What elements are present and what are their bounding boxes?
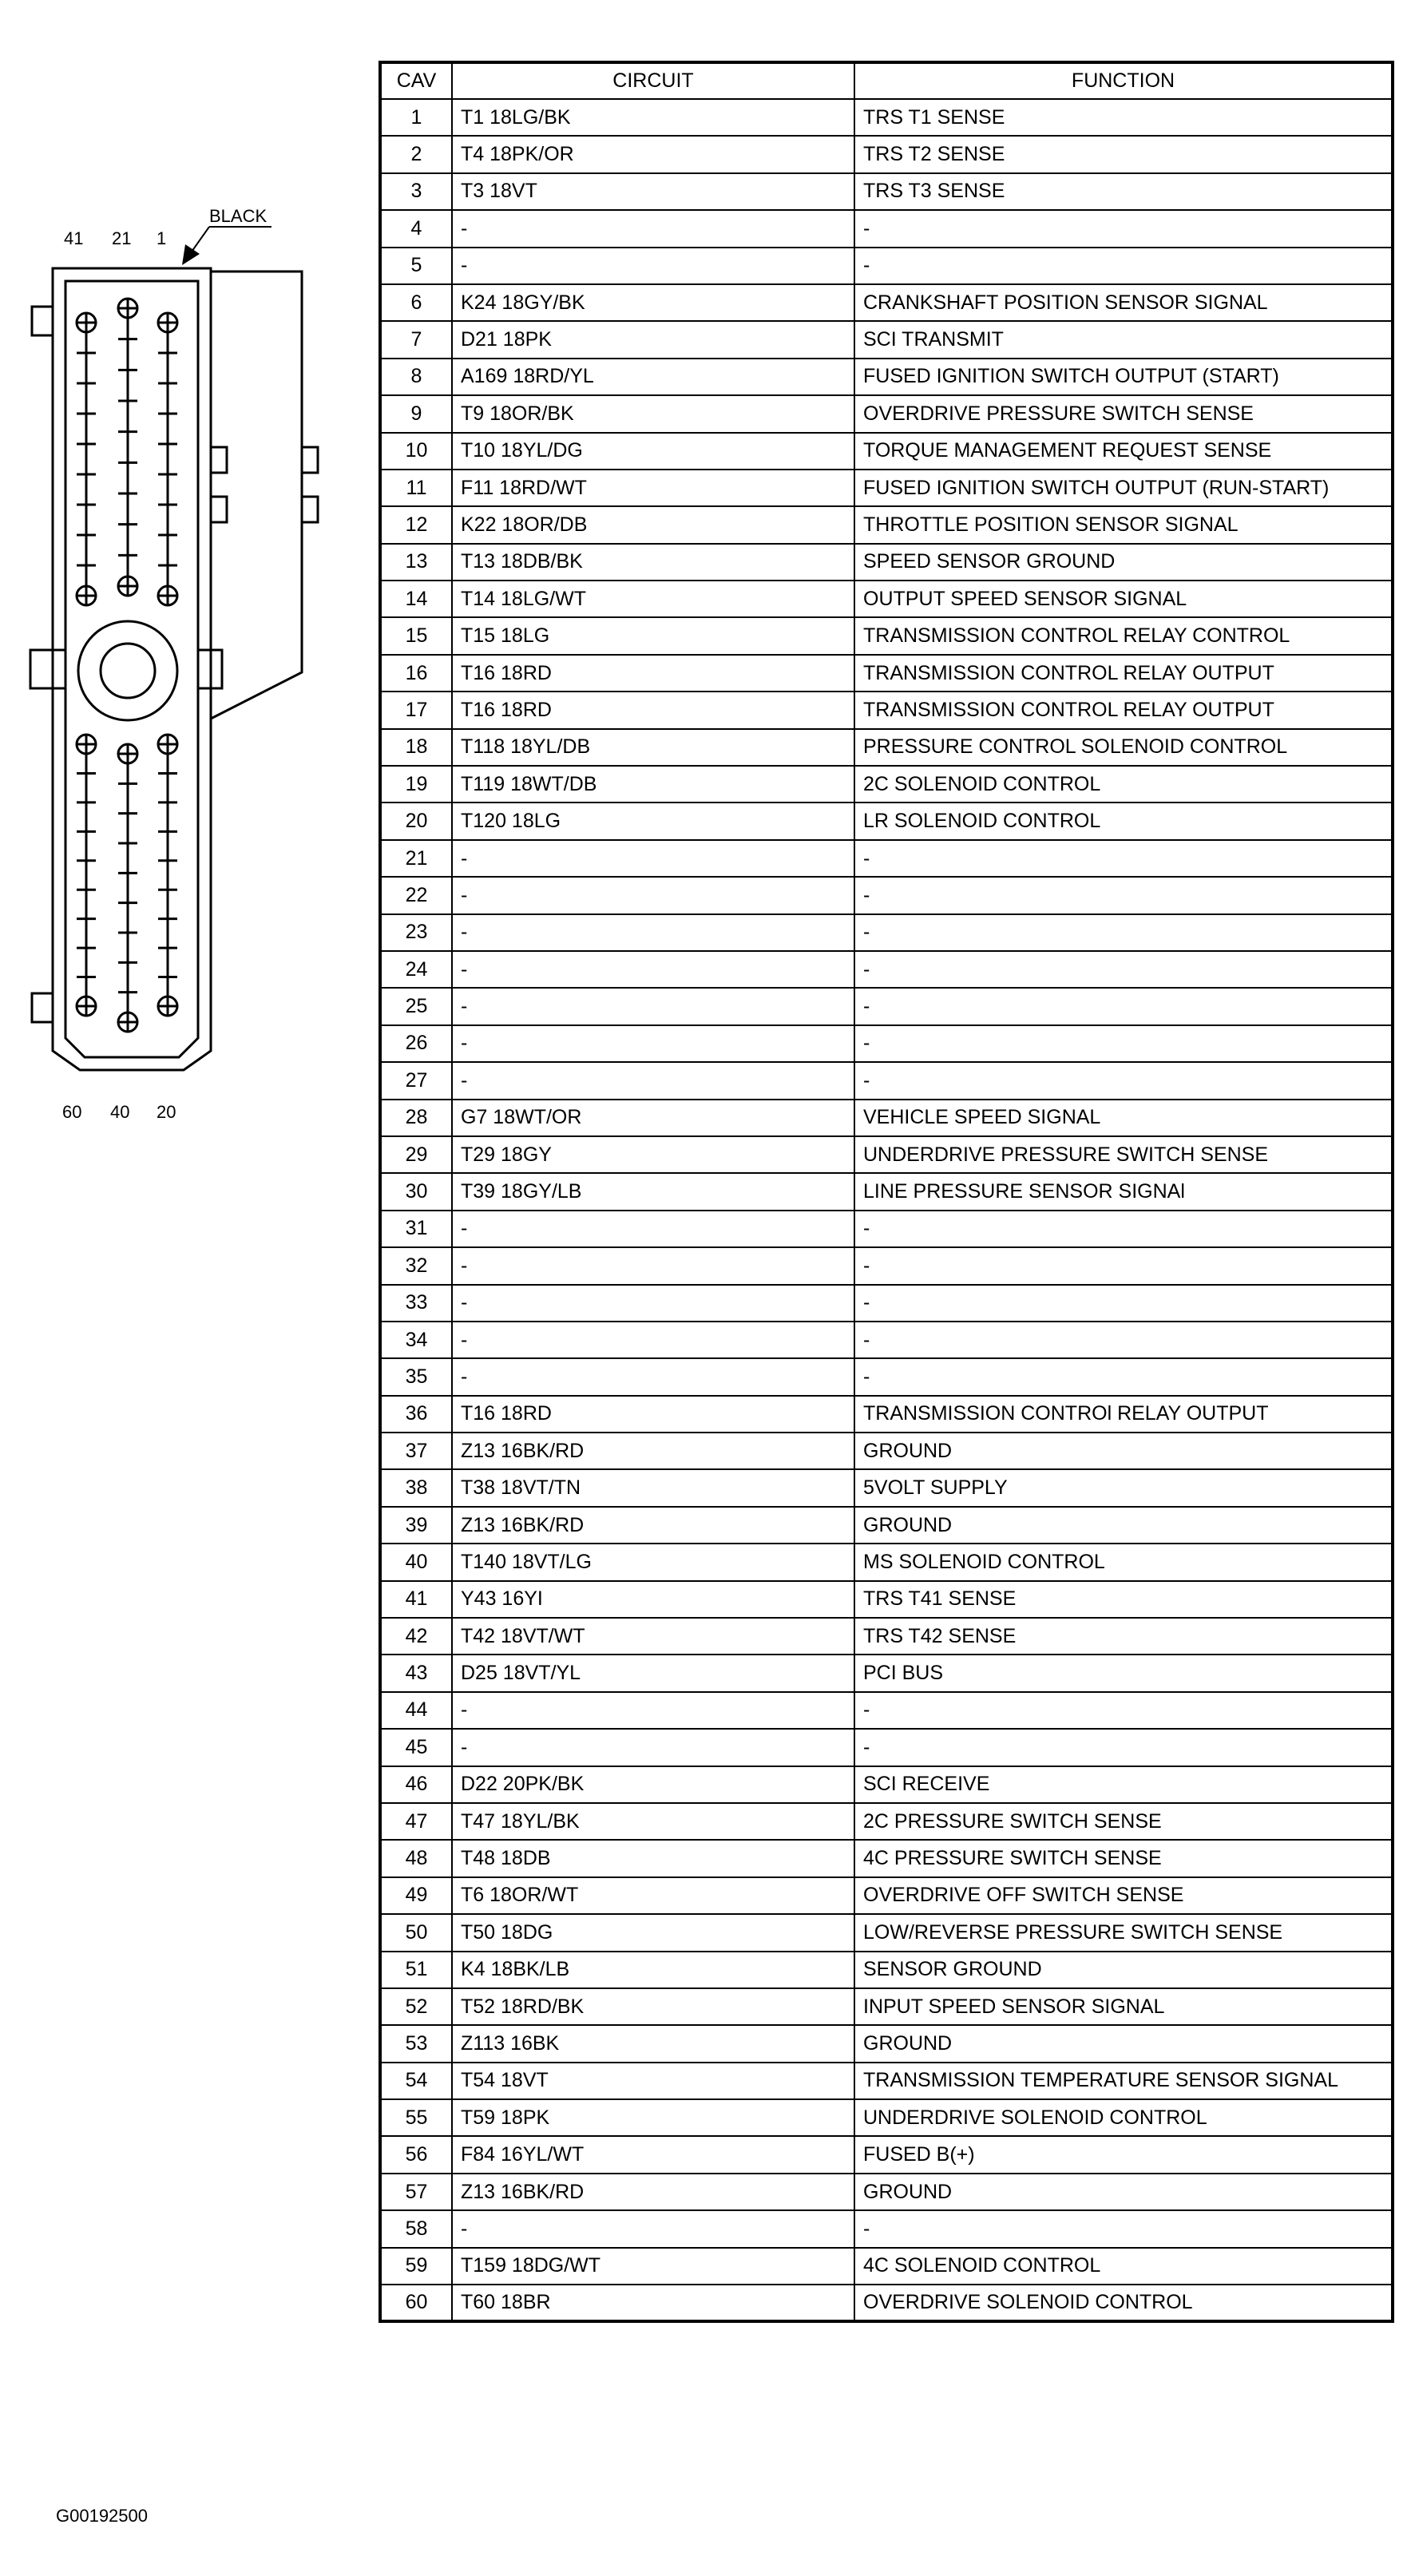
cell-cav: 47 — [380, 1803, 452, 1840]
cell-circuit: D25 18VT/YL — [452, 1655, 854, 1691]
connector-outer-shell — [53, 268, 211, 1070]
pinout-table — [379, 61, 1394, 2323]
table-row — [380, 1544, 1393, 1580]
cell-circuit: - — [452, 1692, 854, 1729]
cell-circuit: T10 18YL/DG — [452, 433, 854, 470]
table-row — [380, 321, 1393, 358]
cell-cav: 5 — [380, 248, 452, 284]
table-row — [380, 1136, 1393, 1173]
cell-cav: 42 — [380, 1618, 452, 1655]
cell-function: PCI BUS — [854, 1655, 1393, 1691]
cell-circuit: T50 18DG — [452, 1914, 854, 1951]
cell-circuit: F11 18RD/WT — [452, 470, 854, 506]
cell-function: VEHICLE SPEED SIGNAL — [854, 1100, 1393, 1136]
cell-cav: 22 — [380, 877, 452, 913]
cell-circuit: T1 18LG/BK — [452, 99, 854, 136]
cell-function: SPEED SENSOR GROUND — [854, 544, 1393, 581]
cell-cav: 23 — [380, 914, 452, 951]
cell-function: MS SOLENOID CONTROL — [854, 1544, 1393, 1580]
cell-function: FUSED IGNITION SWITCH OUTPUT (RUN-START) — [854, 470, 1393, 506]
cell-function: - — [854, 988, 1393, 1024]
cell-cav: 29 — [380, 1136, 452, 1173]
pin-number-1: 1 — [157, 228, 167, 248]
cell-cav: 35 — [380, 1358, 452, 1395]
header-circuit: CIRCUIT — [452, 62, 854, 99]
cell-cav: 37 — [380, 1433, 452, 1469]
cell-function: - — [854, 840, 1393, 877]
connector-pin-marker-60 — [77, 997, 96, 1016]
cell-function: LOW/REVERSE PRESSURE SWITCH SENSE — [854, 1914, 1393, 1951]
connector-tab-rear-upper2 — [302, 497, 318, 522]
cell-cav: 26 — [380, 1025, 452, 1062]
cell-function: SCI TRANSMIT — [854, 321, 1393, 358]
table-row — [380, 1840, 1393, 1877]
table-row — [380, 1469, 1393, 1506]
cell-cav: 7 — [380, 321, 452, 358]
cell-function: TRANSMISSION CONTROL RELAY CONTROL — [854, 617, 1393, 654]
cell-cav: 12 — [380, 506, 452, 543]
cell-function: FUSED B(+) — [854, 2136, 1393, 2173]
cell-function: - — [854, 1322, 1393, 1358]
table-row — [380, 395, 1393, 432]
cell-cav: 44 — [380, 1692, 452, 1729]
cell-function: OVERDRIVE OFF SWITCH SENSE — [854, 1877, 1393, 1914]
connector-tab-right-upper2 — [211, 497, 227, 522]
cell-cav: 53 — [380, 2025, 452, 2062]
cell-circuit: T14 18LG/WT — [452, 581, 854, 617]
cell-circuit: T159 18DG/WT — [452, 2248, 854, 2285]
table-row — [380, 803, 1393, 839]
cell-function: 5VOLT SUPPLY — [854, 1469, 1393, 1506]
cell-cav: 36 — [380, 1396, 452, 1433]
pin-number-20: 20 — [157, 1102, 176, 1122]
figure-id: G00192500 — [56, 2506, 148, 2526]
pin-number-41: 41 — [64, 228, 84, 248]
cell-circuit: - — [452, 877, 854, 913]
cell-circuit: T4 18PK/OR — [452, 136, 854, 172]
cell-circuit: T120 18LG — [452, 803, 854, 839]
connector-pin-marker-41 — [77, 313, 96, 332]
connector-tab-left-top — [32, 307, 53, 335]
table-row — [380, 359, 1393, 395]
table-row — [380, 2248, 1393, 2285]
table-row — [380, 1433, 1393, 1469]
connector-pin-marker-20 — [158, 997, 177, 1016]
cell-cav: 4 — [380, 210, 452, 247]
cell-cav: 54 — [380, 2063, 452, 2099]
table-row — [380, 1655, 1393, 1691]
cell-circuit: T42 18VT/WT — [452, 1618, 854, 1655]
table-row — [380, 136, 1393, 172]
cell-function: 2C PRESSURE SWITCH SENSE — [854, 1803, 1393, 1840]
cell-cav: 58 — [380, 2210, 452, 2247]
table-row — [380, 1247, 1393, 1284]
cell-cav: 11 — [380, 470, 452, 506]
cell-circuit: - — [452, 1062, 854, 1099]
cell-cav: 59 — [380, 2248, 452, 2285]
cell-circuit: T47 18YL/BK — [452, 1803, 854, 1840]
cell-cav: 55 — [380, 2099, 452, 2136]
cell-circuit: Y43 16YI — [452, 1581, 854, 1618]
cell-circuit: Z13 16BK/RD — [452, 1507, 854, 1544]
connector-pin-marker-40 — [118, 1013, 137, 1032]
cell-function: UNDERDRIVE SOLENOID CONTROL — [854, 2099, 1393, 2136]
connector-tab-left-bottom — [32, 993, 53, 1022]
cell-cav: 30 — [380, 1173, 452, 1210]
table-body — [380, 99, 1393, 2321]
cell-circuit: Z13 16BK/RD — [452, 2174, 854, 2210]
cell-circuit: T38 18VT/TN — [452, 1469, 854, 1506]
connector-tab-right-upper1 — [211, 447, 227, 473]
cell-function: TRANSMISSION CONTROl RELAY OUTPUT — [854, 1396, 1393, 1433]
cell-circuit: T3 18VT — [452, 173, 854, 210]
cell-cav: 20 — [380, 803, 452, 839]
cell-cav: 31 — [380, 1211, 452, 1247]
table-row — [380, 433, 1393, 470]
connector-pin-marker-center-low — [118, 744, 137, 763]
cell-function: OUTPUT SPEED SENSOR SIGNAL — [854, 581, 1393, 617]
pin-number-60: 60 — [62, 1102, 82, 1122]
table-row — [380, 2063, 1393, 2099]
header-function: FUNCTION — [854, 62, 1393, 99]
connector-pin-marker-right-low — [158, 735, 177, 754]
table-row — [380, 2174, 1393, 2210]
table-row — [380, 1322, 1393, 1358]
cell-cav: 25 — [380, 988, 452, 1024]
table-row — [380, 1211, 1393, 1247]
cell-cav: 21 — [380, 840, 452, 877]
cell-circuit: T16 18RD — [452, 655, 854, 692]
cell-circuit: D21 18PK — [452, 321, 854, 358]
cell-circuit: T15 18LG — [452, 617, 854, 654]
table-row — [380, 1952, 1393, 1988]
cell-cav: 57 — [380, 2174, 452, 2210]
cell-cav: 46 — [380, 1766, 452, 1803]
cell-circuit: - — [452, 1729, 854, 1766]
cell-circuit: T48 18DB — [452, 1840, 854, 1877]
cell-function: - — [854, 210, 1393, 247]
cell-cav: 27 — [380, 1062, 452, 1099]
table-row — [380, 1358, 1393, 1395]
cell-cav: 51 — [380, 1952, 452, 1988]
cell-cav: 19 — [380, 766, 452, 803]
cell-function: - — [854, 1025, 1393, 1062]
cell-function: - — [854, 1729, 1393, 1766]
cell-cav: 24 — [380, 951, 452, 988]
cell-cav: 40 — [380, 1544, 452, 1580]
table-row — [380, 1173, 1393, 1210]
cell-circuit: - — [452, 248, 854, 284]
table-row — [380, 914, 1393, 951]
cell-circuit: T140 18VT/LG — [452, 1544, 854, 1580]
table-row — [380, 2025, 1393, 2062]
cell-circuit: - — [452, 914, 854, 951]
cell-circuit: T119 18WT/DB — [452, 766, 854, 803]
cell-function: GROUND — [854, 1507, 1393, 1544]
cell-function: OVERDRIVE SOLENOID CONTROL — [854, 2285, 1393, 2321]
cell-function: SENSOR GROUND — [854, 1952, 1393, 1988]
connector-center-bolt-outer — [78, 621, 177, 720]
cell-cav: 28 — [380, 1100, 452, 1136]
connector-pin-marker-right-mid — [158, 586, 177, 605]
pin-number-40: 40 — [110, 1102, 130, 1122]
cell-circuit: T9 18OR/BK — [452, 395, 854, 432]
cell-function: GROUND — [854, 2025, 1393, 2062]
cell-circuit: Z13 16BK/RD — [452, 1433, 854, 1469]
table-row — [380, 173, 1393, 210]
cell-circuit: T16 18RD — [452, 1396, 854, 1433]
cell-circuit: T16 18RD — [452, 692, 854, 728]
table-row — [380, 1025, 1393, 1062]
cell-function: THROTTLE POSITION SENSOR SIGNAL — [854, 506, 1393, 543]
table-row — [380, 1914, 1393, 1951]
connector-center-bolt-inner — [101, 644, 155, 698]
cell-cav: 49 — [380, 1877, 452, 1914]
connector-pin-marker-1 — [158, 313, 177, 332]
connector-pin-marker-left-low — [77, 735, 96, 754]
cell-circuit: - — [452, 1247, 854, 1284]
cell-function: TRANSMISSION CONTROL RELAY OUTPUT — [854, 655, 1393, 692]
cell-function: GROUND — [854, 2174, 1393, 2210]
cell-cav: 2 — [380, 136, 452, 172]
cell-circuit: - — [452, 1025, 854, 1062]
cell-function: OVERDRIVE PRESSURE SWITCH SENSE — [854, 395, 1393, 432]
cell-function: - — [854, 1247, 1393, 1284]
cell-cav: 32 — [380, 1247, 452, 1284]
table-row — [380, 2136, 1393, 2173]
cell-circuit: D22 20PK/BK — [452, 1766, 854, 1803]
cell-function: SCI RECEIVE — [854, 1766, 1393, 1803]
cell-function: - — [854, 248, 1393, 284]
cell-function: FUSED IGNITION SWITCH OUTPUT (START) — [854, 359, 1393, 395]
cell-function: LINE PRESSURE SENSOR SIGNAl — [854, 1173, 1393, 1210]
table-row — [380, 284, 1393, 321]
cell-cav: 38 — [380, 1469, 452, 1506]
cell-cav: 39 — [380, 1507, 452, 1544]
cell-circuit: T54 18VT — [452, 2063, 854, 2099]
cell-cav: 17 — [380, 692, 452, 728]
table-row — [380, 2099, 1393, 2136]
cell-circuit: - — [452, 1285, 854, 1322]
table-row — [380, 655, 1393, 692]
cell-cav: 50 — [380, 1914, 452, 1951]
cell-circuit: T6 18OR/WT — [452, 1877, 854, 1914]
table-row — [380, 1877, 1393, 1914]
table-row — [380, 1285, 1393, 1322]
cell-function: TRS T2 SENSE — [854, 136, 1393, 172]
cell-cav: 6 — [380, 284, 452, 321]
table-row — [380, 210, 1393, 247]
table-row — [380, 692, 1393, 728]
cell-function: PRESSURE CONTROL SOLENOID CONTROL — [854, 729, 1393, 766]
cell-cav: 3 — [380, 173, 452, 210]
table-row — [380, 617, 1393, 654]
connector-pin-marker-21 — [118, 299, 137, 318]
table-row — [380, 2285, 1393, 2321]
connector-rear-housing — [211, 271, 302, 719]
cell-cav: 56 — [380, 2136, 452, 2173]
cell-function: 2C SOLENOID CONTROL — [854, 766, 1393, 803]
cell-cav: 14 — [380, 581, 452, 617]
pin-number-21: 21 — [112, 228, 132, 248]
cell-circuit: - — [452, 2210, 854, 2247]
cell-circuit: K22 18OR/DB — [452, 506, 854, 543]
cell-cav: 16 — [380, 655, 452, 692]
cell-function: GROUND — [854, 1433, 1393, 1469]
cell-cav: 34 — [380, 1322, 452, 1358]
cell-cav: 60 — [380, 2285, 452, 2321]
table-row — [380, 1062, 1393, 1099]
table-header-row — [380, 62, 1393, 99]
cell-circuit: A169 18RD/YL — [452, 359, 854, 395]
cell-circuit: K24 18GY/BK — [452, 284, 854, 321]
cell-function: 4C PRESSURE SWITCH SENSE — [854, 1840, 1393, 1877]
cell-circuit: K4 18BK/LB — [452, 1952, 854, 1988]
cell-circuit: - — [452, 840, 854, 877]
table-row — [380, 248, 1393, 284]
cell-circuit: - — [452, 1322, 854, 1358]
cell-circuit: Z113 16BK — [452, 2025, 854, 2062]
cell-circuit: F84 16YL/WT — [452, 2136, 854, 2173]
table-row — [380, 470, 1393, 506]
cell-circuit: T118 18YL/DB — [452, 729, 854, 766]
cell-cav: 43 — [380, 1655, 452, 1691]
cell-function: TRS T1 SENSE — [854, 99, 1393, 136]
cell-cav: 15 — [380, 617, 452, 654]
table-row — [380, 99, 1393, 136]
cell-circuit: - — [452, 988, 854, 1024]
table-row — [380, 1581, 1393, 1618]
cell-circuit: - — [452, 951, 854, 988]
cell-function: - — [854, 1358, 1393, 1395]
table-row — [380, 1766, 1393, 1803]
cell-function: - — [854, 1692, 1393, 1729]
cell-function: TRS T42 SENSE — [854, 1618, 1393, 1655]
cell-cav: 1 — [380, 99, 452, 136]
cell-cav: 41 — [380, 1581, 452, 1618]
table-row — [380, 506, 1393, 543]
table-row — [380, 544, 1393, 581]
table-row — [380, 729, 1393, 766]
table-row — [380, 951, 1393, 988]
cell-function: UNDERDRIVE PRESSURE SWITCH SENSE — [854, 1136, 1393, 1173]
cell-circuit: T29 18GY — [452, 1136, 854, 1173]
cell-function: TRANSMISSION TEMPERATURE SENSOR SIGNAL — [854, 2063, 1393, 2099]
table-row — [380, 1396, 1393, 1433]
connector-diagram — [0, 0, 351, 1158]
cell-circuit: - — [452, 1358, 854, 1395]
cell-function: TRS T41 SENSE — [854, 1581, 1393, 1618]
cell-circuit: T52 18RD/BK — [452, 1988, 854, 2025]
connector-color-arrow-head — [182, 244, 200, 265]
connector-pin-marker-center-mid — [118, 577, 137, 596]
table-row — [380, 1729, 1393, 1766]
cell-function: - — [854, 1062, 1393, 1099]
cell-function: CRANKSHAFT POSITION SENSOR SIGNAL — [854, 284, 1393, 321]
table-row — [380, 877, 1393, 913]
cell-cav: 10 — [380, 433, 452, 470]
cell-circuit: G7 18WT/OR — [452, 1100, 854, 1136]
cell-circuit: T13 18DB/BK — [452, 544, 854, 581]
cell-function: TRS T3 SENSE — [854, 173, 1393, 210]
cell-function: - — [854, 951, 1393, 988]
table-row — [380, 1618, 1393, 1655]
cell-circuit: - — [452, 210, 854, 247]
table-row — [380, 1988, 1393, 2025]
cell-function: - — [854, 877, 1393, 913]
cell-cav: 45 — [380, 1729, 452, 1766]
table-row — [380, 581, 1393, 617]
cell-function: - — [854, 2210, 1393, 2247]
table-row — [380, 766, 1393, 803]
header-cav: CAV — [380, 62, 452, 99]
cell-function: TORQUE MANAGEMENT REQUEST SENSE — [854, 433, 1393, 470]
cell-circuit: - — [452, 1211, 854, 1247]
connector-pin-marker-left-mid — [77, 586, 96, 605]
cell-function: - — [854, 1211, 1393, 1247]
table-row — [380, 1692, 1393, 1729]
table-row — [380, 1803, 1393, 1840]
cell-circuit: T59 18PK — [452, 2099, 854, 2136]
connector-color-label: BLACK — [209, 206, 268, 226]
table-row — [380, 988, 1393, 1024]
connector-tab-rear-upper1 — [302, 447, 318, 473]
cell-circuit: T39 18GY/LB — [452, 1173, 854, 1210]
cell-cav: 52 — [380, 1988, 452, 2025]
cell-circuit: T60 18BR — [452, 2285, 854, 2321]
cell-cav: 48 — [380, 1840, 452, 1877]
cell-function: - — [854, 1285, 1393, 1322]
table-row — [380, 1100, 1393, 1136]
table-row — [380, 2210, 1393, 2247]
cell-function: 4C SOLENOID CONTROL — [854, 2248, 1393, 2285]
connector-tab-left-middle — [30, 650, 65, 688]
cell-function: LR SOLENOID CONTROL — [854, 803, 1393, 839]
cell-cav: 8 — [380, 359, 452, 395]
cell-function: INPUT SPEED SENSOR SIGNAL — [854, 1988, 1393, 2025]
cell-function: TRANSMISSION CONTROL RELAY OUTPUT — [854, 692, 1393, 728]
table-row — [380, 840, 1393, 877]
cell-cav: 13 — [380, 544, 452, 581]
cell-cav: 9 — [380, 395, 452, 432]
table-row — [380, 1507, 1393, 1544]
cell-cav: 18 — [380, 729, 452, 766]
cell-cav: 33 — [380, 1285, 452, 1322]
cell-function: - — [854, 914, 1393, 951]
